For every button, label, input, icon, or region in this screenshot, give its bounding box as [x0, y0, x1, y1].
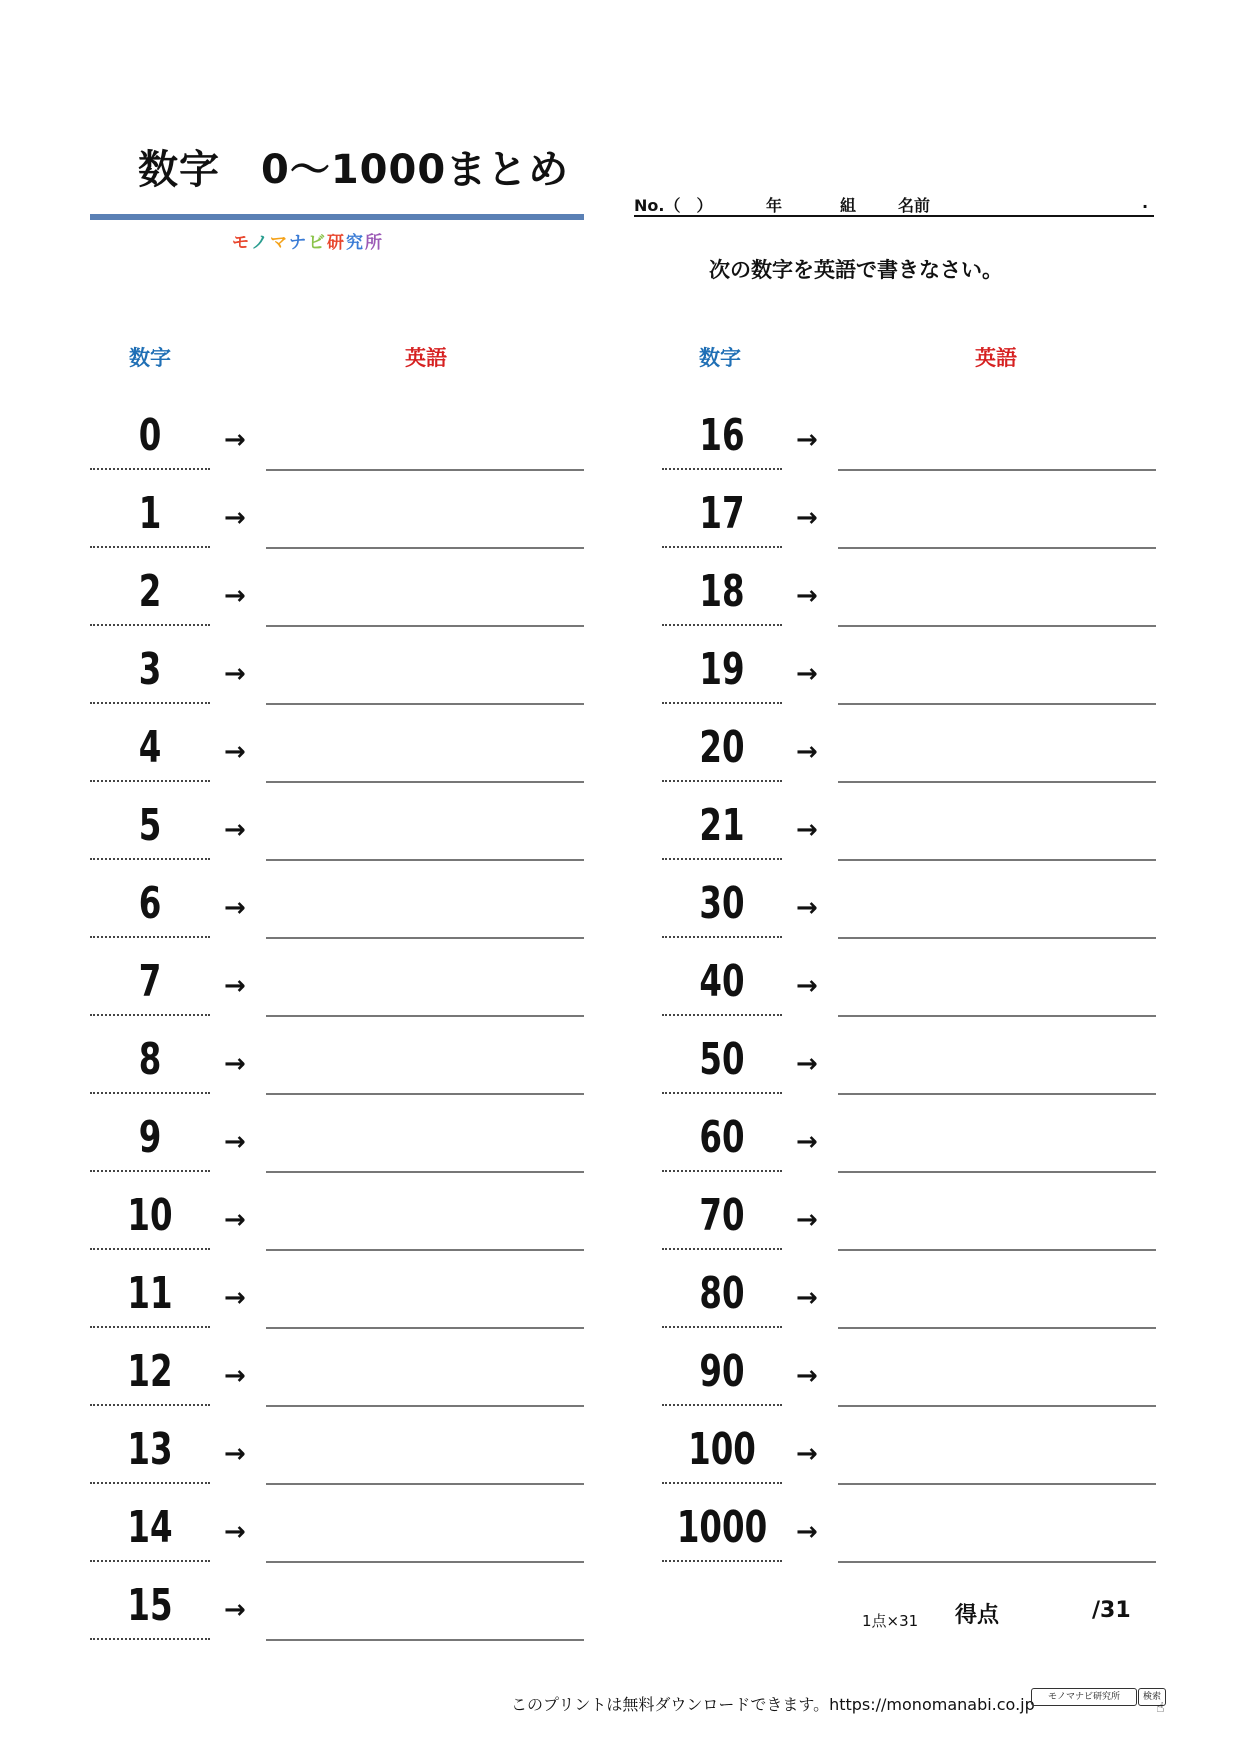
- question-row: [662, 1419, 1172, 1489]
- question-row: [90, 1107, 600, 1177]
- question-row: [90, 1575, 600, 1645]
- arrow-icon: →: [224, 1049, 246, 1079]
- search-box: モノマナビ研究所: [1031, 1688, 1137, 1706]
- page-title: 数字 0〜1000まとめ: [138, 147, 570, 193]
- arrow-icon: →: [224, 1205, 246, 1235]
- arrow-icon: →: [796, 1361, 818, 1391]
- number-underline: [662, 702, 782, 704]
- left-english-header: 英語: [405, 346, 447, 370]
- arrow-icon: →: [796, 659, 818, 689]
- question-number: 2: [138, 566, 162, 617]
- hand-cursor-icon: ☝: [1156, 1700, 1165, 1716]
- arrow-icon: →: [796, 1205, 818, 1235]
- arrow-icon: →: [224, 581, 246, 611]
- question-number: 21: [699, 800, 745, 851]
- number-underline: [90, 1560, 210, 1562]
- logo-char: ノ: [251, 233, 270, 253]
- number-underline: [662, 1482, 782, 1484]
- score-label: 得点: [955, 1603, 1000, 1628]
- question-row: [662, 1185, 1172, 1255]
- answer-line[interactable]: [838, 1093, 1156, 1095]
- arrow-icon: →: [796, 1127, 818, 1157]
- no-label: No.（ ）: [634, 196, 713, 215]
- question-number: 16: [699, 410, 745, 461]
- arrow-icon: →: [224, 1517, 246, 1547]
- number-underline: [90, 1248, 210, 1250]
- answer-line[interactable]: [838, 1561, 1156, 1563]
- question-row: [90, 1185, 600, 1255]
- answer-line[interactable]: [266, 1093, 584, 1095]
- number-underline: [662, 1014, 782, 1016]
- question-row: [662, 483, 1172, 553]
- logo-char: ナ: [289, 233, 308, 253]
- question-number: 1: [138, 488, 162, 539]
- number-underline: [90, 1482, 210, 1484]
- answer-line[interactable]: [838, 625, 1156, 627]
- question-number: 8: [138, 1034, 162, 1085]
- arrow-icon: →: [796, 971, 818, 1001]
- answer-line[interactable]: [266, 1171, 584, 1173]
- question-number: 10: [127, 1190, 173, 1241]
- answer-line[interactable]: [266, 1639, 584, 1641]
- number-underline: [90, 546, 210, 548]
- question-number: 80: [699, 1268, 745, 1319]
- arrow-icon: →: [224, 425, 246, 455]
- answer-line[interactable]: [838, 1405, 1156, 1407]
- logo-char: 所: [365, 233, 384, 253]
- question-row: [90, 639, 600, 709]
- arrow-icon: →: [796, 1283, 818, 1313]
- answer-line[interactable]: [838, 1171, 1156, 1173]
- title-underline: [90, 214, 584, 220]
- question-number: 19: [699, 644, 745, 695]
- arrow-icon: →: [224, 1361, 246, 1391]
- question-row: [662, 717, 1172, 787]
- question-number: 3: [138, 644, 162, 695]
- answer-line[interactable]: [266, 859, 584, 861]
- arrow-icon: →: [224, 815, 246, 845]
- logo-char: マ: [270, 233, 289, 253]
- arrow-icon: →: [224, 503, 246, 533]
- answer-line[interactable]: [838, 1483, 1156, 1485]
- answer-line[interactable]: [266, 703, 584, 705]
- arrow-icon: →: [796, 815, 818, 845]
- question-number: 0: [138, 410, 162, 461]
- question-row: [662, 639, 1172, 709]
- year-label: 年: [766, 196, 783, 215]
- question-number: 90: [699, 1346, 745, 1397]
- arrow-icon: →: [796, 581, 818, 611]
- number-underline: [90, 858, 210, 860]
- answer-line[interactable]: [266, 1249, 584, 1251]
- footer-text: このプリントは無料ダウンロードできます。https://monomanabi.co.jp: [511, 1695, 1035, 1714]
- answer-line[interactable]: [838, 781, 1156, 783]
- arrow-icon: →: [224, 659, 246, 689]
- arrow-icon: →: [796, 503, 818, 533]
- name-label: 名前: [898, 196, 931, 215]
- arrow-icon: →: [796, 737, 818, 767]
- question-row: [662, 405, 1172, 475]
- question-row: [90, 1263, 600, 1333]
- site-logo: [232, 228, 384, 253]
- right-english-header: 英語: [975, 346, 1017, 370]
- question-row: [662, 951, 1172, 1021]
- number-underline: [90, 780, 210, 782]
- question-number: 30: [699, 878, 745, 929]
- answer-line[interactable]: [838, 1327, 1156, 1329]
- answer-line[interactable]: [266, 1405, 584, 1407]
- question-number: 5: [138, 800, 162, 851]
- answer-line[interactable]: [838, 859, 1156, 861]
- arrow-icon: →: [224, 893, 246, 923]
- number-underline: [662, 468, 782, 470]
- number-underline: [662, 780, 782, 782]
- question-number: 17: [699, 488, 745, 539]
- question-number: 60: [699, 1112, 745, 1163]
- left-number-header: 数字: [129, 346, 171, 370]
- question-number: 70: [699, 1190, 745, 1241]
- number-underline: [90, 1014, 210, 1016]
- question-row: [662, 1029, 1172, 1099]
- number-underline: [90, 1404, 210, 1406]
- question-row: [90, 483, 600, 553]
- answer-line[interactable]: [266, 937, 584, 939]
- question-row: [662, 561, 1172, 631]
- question-row: [90, 873, 600, 943]
- answer-line[interactable]: [838, 1249, 1156, 1251]
- question-row: [90, 405, 600, 475]
- class-label: 組: [840, 196, 857, 215]
- number-underline: [662, 1326, 782, 1328]
- question-number: 50: [699, 1034, 745, 1085]
- answer-line[interactable]: [838, 703, 1156, 705]
- question-row: [90, 951, 600, 1021]
- arrow-icon: →: [796, 425, 818, 455]
- question-number: 11: [127, 1268, 173, 1319]
- answer-line[interactable]: [266, 1327, 584, 1329]
- arrow-icon: →: [224, 1127, 246, 1157]
- question-number: 6: [138, 878, 162, 929]
- question-number: 100: [688, 1424, 756, 1475]
- question-row: [90, 795, 600, 865]
- number-underline: [90, 1638, 210, 1640]
- arrow-icon: →: [796, 1517, 818, 1547]
- answer-line[interactable]: [266, 1561, 584, 1563]
- logo-char: モ: [232, 233, 251, 253]
- answer-line[interactable]: [838, 469, 1156, 471]
- question-row: [662, 1497, 1172, 1567]
- arrow-icon: →: [224, 1283, 246, 1313]
- arrow-icon: →: [796, 1049, 818, 1079]
- question-number: 1000: [676, 1502, 768, 1553]
- score-note: 1点×31: [862, 1612, 919, 1630]
- question-number: 14: [127, 1502, 173, 1553]
- question-row: [662, 1107, 1172, 1177]
- answer-line[interactable]: [266, 547, 584, 549]
- instruction-text: 次の数字を英語で書きなさい。: [709, 258, 1003, 282]
- answer-line[interactable]: [266, 781, 584, 783]
- number-underline: [90, 624, 210, 626]
- number-underline: [662, 546, 782, 548]
- answer-line[interactable]: [266, 1015, 584, 1017]
- number-underline: [662, 1170, 782, 1172]
- number-underline: [90, 1092, 210, 1094]
- answer-line[interactable]: [266, 469, 584, 471]
- number-underline: [662, 1092, 782, 1094]
- arrow-icon: →: [224, 1595, 246, 1625]
- number-underline: [90, 1326, 210, 1328]
- answer-line[interactable]: [838, 547, 1156, 549]
- name-field-line: [634, 193, 1154, 217]
- number-underline: [90, 468, 210, 470]
- answer-line[interactable]: [838, 937, 1156, 939]
- score-total: /31: [1092, 1598, 1131, 1623]
- question-row: [662, 873, 1172, 943]
- logo-char: 究: [346, 233, 365, 253]
- logo-char: 研: [327, 233, 346, 253]
- answer-line[interactable]: [838, 1015, 1156, 1017]
- number-underline: [662, 1248, 782, 1250]
- question-row: [90, 717, 600, 787]
- question-number: 9: [138, 1112, 162, 1163]
- question-number: 18: [699, 566, 745, 617]
- number-underline: [90, 702, 210, 704]
- question-number: 20: [699, 722, 745, 773]
- arrow-icon: →: [796, 893, 818, 923]
- search-button: 検索: [1138, 1688, 1166, 1706]
- question-row: [662, 1341, 1172, 1411]
- question-number: 13: [127, 1424, 173, 1475]
- number-underline: [662, 624, 782, 626]
- question-row: [90, 1029, 600, 1099]
- question-number: 15: [127, 1580, 173, 1631]
- arrow-icon: →: [224, 971, 246, 1001]
- number-underline: [90, 936, 210, 938]
- question-row: [90, 1341, 600, 1411]
- answer-line[interactable]: [266, 625, 584, 627]
- number-underline: [662, 858, 782, 860]
- question-row: [90, 1497, 600, 1567]
- question-row: [90, 1419, 600, 1489]
- question-row: [662, 795, 1172, 865]
- question-row: [90, 561, 600, 631]
- right-number-header: 数字: [699, 346, 741, 370]
- answer-line[interactable]: [266, 1483, 584, 1485]
- question-number: 12: [127, 1346, 173, 1397]
- question-number: 40: [699, 956, 745, 1007]
- number-underline: [662, 1404, 782, 1406]
- question-number: 4: [138, 722, 162, 773]
- number-underline: [662, 1560, 782, 1562]
- arrow-icon: →: [224, 1439, 246, 1469]
- number-underline: [662, 936, 782, 938]
- question-row: [662, 1263, 1172, 1333]
- logo-char: ビ: [308, 233, 327, 253]
- question-number: 7: [138, 956, 162, 1007]
- arrow-icon: →: [224, 737, 246, 767]
- number-underline: [90, 1170, 210, 1172]
- name-end-mark: .: [1142, 193, 1149, 212]
- arrow-icon: →: [796, 1439, 818, 1469]
